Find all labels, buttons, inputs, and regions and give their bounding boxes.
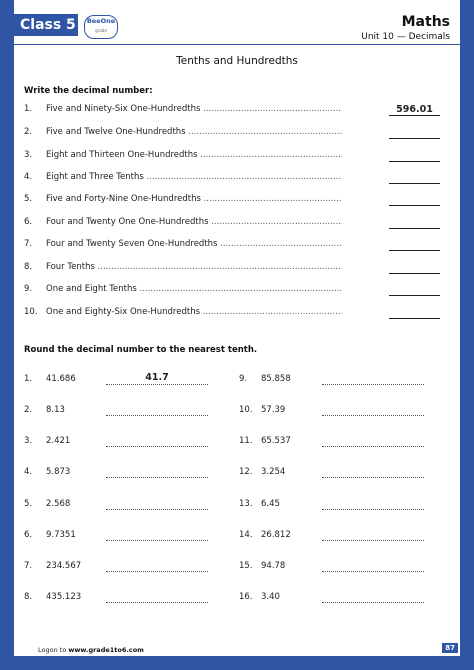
rounding-value: 85.858	[261, 374, 291, 384]
rounding-value: 2.568	[46, 499, 71, 509]
rounding-answer-field[interactable]	[322, 405, 424, 416]
answer-field[interactable]: 596.01	[389, 104, 440, 116]
question-number: 1.	[24, 104, 33, 114]
rounding-answer-field[interactable]	[322, 467, 424, 478]
question-row	[0, 150, 474, 166]
frame-bottom-border	[0, 656, 474, 670]
footer-prefix: Logon to	[38, 646, 69, 654]
question-row	[0, 127, 474, 143]
question-text: Four and Twenty Seven One-Hundredths .....	[46, 239, 342, 249]
rounding-row	[0, 530, 474, 546]
question-number: 3.	[24, 150, 33, 160]
question-text: One and Eight Tenths .....	[46, 284, 342, 294]
rounding-value: 41.686	[46, 374, 76, 384]
rounding-row	[0, 561, 474, 577]
question-number: 2.	[24, 127, 33, 137]
rounding-number: 11.	[239, 436, 253, 446]
answer-field[interactable]	[389, 172, 440, 184]
rounding-number: 5.	[24, 499, 33, 509]
question-row	[0, 217, 474, 233]
question-row	[0, 172, 474, 188]
rounding-number: 8.	[24, 592, 33, 602]
question-text: Eight and Three Tenths .....	[46, 172, 342, 182]
footer-site-link[interactable]: www.grade1to6.com	[68, 646, 144, 654]
rounding-number: 7.	[24, 561, 33, 571]
question-text: Five and Forty-Nine One-Hundredths .....	[46, 194, 342, 204]
question-text: Eight and Thirteen One-Hundredths .....	[46, 150, 342, 160]
brand-logo-icon	[84, 15, 118, 39]
rounding-number: 16.	[239, 592, 253, 602]
rounding-answer-field[interactable]	[322, 592, 424, 603]
rounding-number: 3.	[24, 436, 33, 446]
question-number: 4.	[24, 172, 33, 182]
question-number: 10.	[24, 307, 38, 317]
question-number: 5.	[24, 194, 33, 204]
rounding-value: 57.39	[261, 405, 286, 415]
worksheet-title: Tenths and Hundredths	[176, 55, 298, 67]
question-text: One and Eighty-Six One-Hundredths .....	[46, 307, 342, 317]
logo-subtext: grade	[95, 28, 107, 33]
question-number: 8.	[24, 262, 33, 272]
answer-field[interactable]	[389, 150, 440, 162]
rounding-value: 8.13	[46, 405, 65, 415]
rounding-value: 5.873	[46, 467, 71, 477]
answer-field[interactable]	[389, 194, 440, 206]
rounding-answer-field[interactable]	[322, 374, 424, 385]
rounding-value: 6.45	[261, 499, 280, 509]
question-row	[0, 262, 474, 278]
question-text: Four and Twenty One One-Hundredths .....	[46, 217, 342, 227]
question-number: 6.	[24, 217, 33, 227]
rounding-row	[0, 405, 474, 421]
question-number: 7.	[24, 239, 33, 249]
rounding-number: 1.	[24, 374, 33, 384]
rounding-number: 14.	[239, 530, 253, 540]
rounding-row	[0, 592, 474, 608]
rounding-value: 3.40	[261, 592, 280, 602]
rounding-number: 9.	[239, 374, 248, 384]
unit-label: Unit 10 — Decimals	[361, 32, 450, 42]
answer-field[interactable]	[389, 262, 440, 274]
subject-title: Maths	[401, 14, 450, 30]
rounding-answer-field[interactable]	[322, 436, 424, 447]
header-divider	[14, 44, 460, 45]
rounding-number: 2.	[24, 405, 33, 415]
class-tab: Class 5	[14, 14, 78, 36]
part1-heading: Write the decimal number:	[24, 86, 153, 96]
rounding-row	[0, 467, 474, 483]
question-text: Four Tenths .....	[46, 262, 342, 272]
rounding-number: 10.	[239, 405, 253, 415]
rounding-value: 9.7351	[46, 530, 76, 540]
rounding-value: 2.421	[46, 436, 71, 446]
rounding-value: 26.812	[261, 530, 291, 540]
question-row	[0, 284, 474, 300]
footer-text	[38, 646, 144, 654]
question-number: 9.	[24, 284, 33, 294]
question-row	[0, 307, 474, 323]
rounding-answer-field[interactable]	[322, 561, 424, 572]
question-row	[0, 239, 474, 255]
question-text: Five and Twelve One-Hundredths .....	[46, 127, 342, 137]
rounding-row	[0, 499, 474, 515]
rounding-answer-field[interactable]: 41.7	[106, 374, 208, 385]
page-number: 87	[442, 643, 458, 653]
answer-field[interactable]	[389, 284, 440, 296]
answer-field[interactable]	[389, 127, 440, 139]
rounding-answer-field[interactable]	[322, 499, 424, 510]
question-row	[0, 194, 474, 210]
rounding-value: 234.567	[46, 561, 82, 571]
rounding-number: 12.	[239, 467, 253, 477]
rounding-row	[0, 436, 474, 452]
rounding-number: 15.	[239, 561, 253, 571]
rounding-answer-field[interactable]	[322, 530, 424, 541]
rounding-value: 435.123	[46, 592, 82, 602]
rounding-number: 4.	[24, 467, 33, 477]
rounding-number: 13.	[239, 499, 253, 509]
question-row	[0, 104, 474, 120]
question-text: Five and Ninety-Six One-Hundredths .....	[46, 104, 342, 114]
rounding-value: 65.537	[261, 436, 291, 446]
answer-field[interactable]	[389, 307, 440, 319]
rounding-value: 3.254	[261, 467, 286, 477]
rounding-value: 94.78	[261, 561, 286, 571]
rounding-row	[0, 374, 474, 390]
answer-field[interactable]	[389, 217, 440, 229]
rounding-number: 6.	[24, 530, 33, 540]
answer-field[interactable]	[389, 239, 440, 251]
logo-text: BeeOne	[86, 17, 116, 25]
part2-heading: Round the decimal number to the nearest tenth.	[24, 345, 258, 355]
